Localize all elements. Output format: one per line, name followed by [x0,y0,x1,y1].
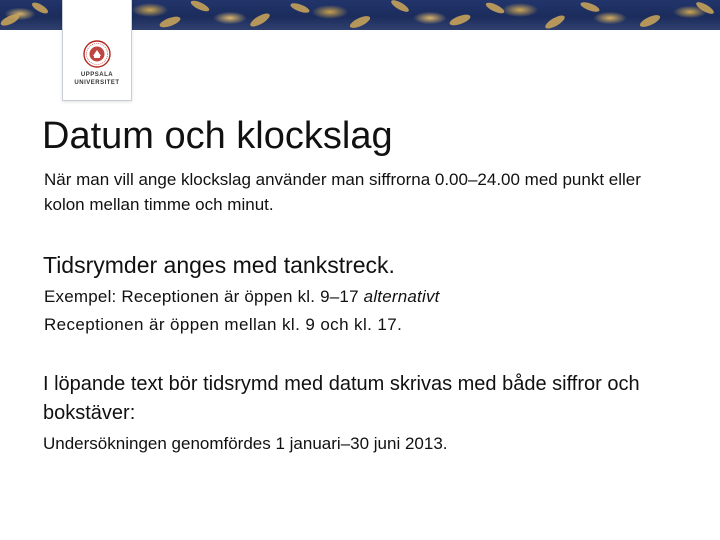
example-line-1 [44,286,440,308]
example-text: Exempel: Receptionen är öppen kl. 9–17 [44,287,364,306]
example-alternative: alternativt [363,287,440,306]
slide-title: Datum och klockslag [42,115,393,157]
logo-name-line1: UPPSALA [80,72,114,78]
logo-name-line2: UNIVERSITET [74,80,120,86]
time-format-paragraph: När man vill ange klockslag använder man siffrorna 0.00–24.00 med punkt eller kolon mellan timme och minut. [44,170,641,214]
date-range-example: Undersökningen genomfördes 1 januari–30 juni 2013. [43,434,448,453]
university-seal-icon [83,40,111,68]
example-line-2: Receptionen är öppen mellan kl. 9 och kl. 17. [44,315,403,334]
date-range-paragraph: I löpande text bör tidsrymd med datum skrivas med både siffror och bokstäver: [43,373,640,424]
university-logo [62,0,132,101]
dash-heading: Tidsrymder anges med tankstreck. [43,252,395,278]
